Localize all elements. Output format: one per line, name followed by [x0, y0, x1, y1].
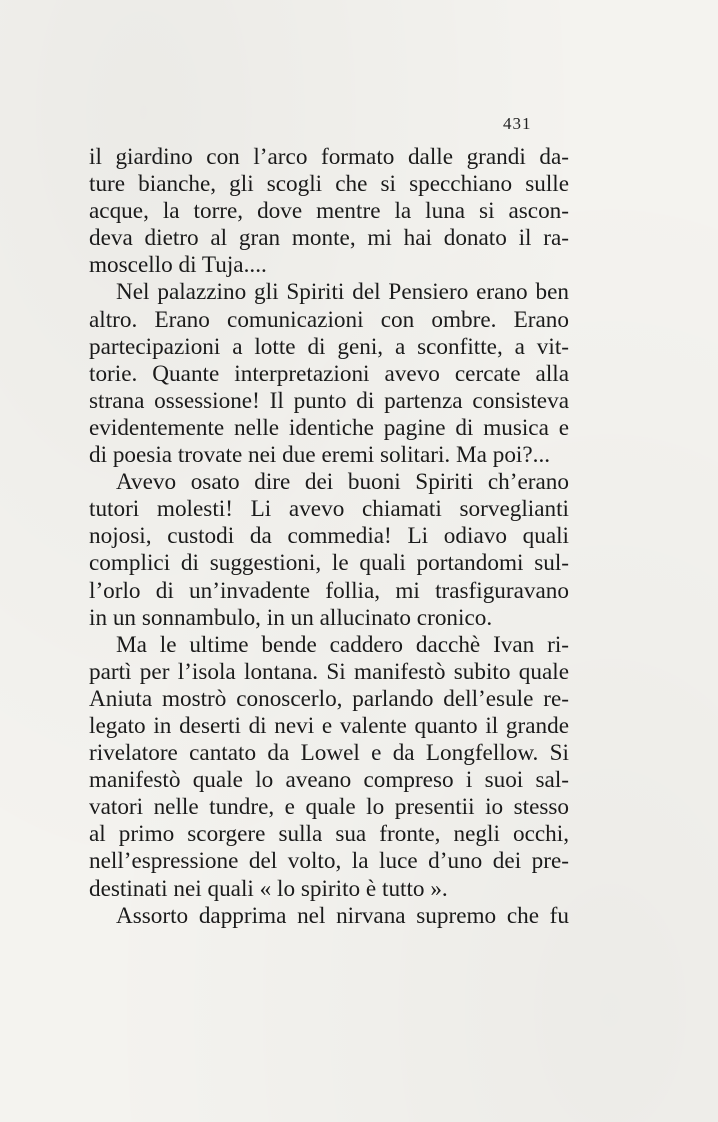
text-line: vatori nelle tundre, e quale lo presentii io stesso	[89, 794, 569, 821]
body-text	[89, 144, 569, 930]
text-line: Aniuta mostrò conoscerlo, parlando dell’esule re-	[89, 685, 569, 712]
text-line: acque, la torre, dove mentre la luna si ascon-	[89, 198, 569, 225]
text-line: Avevo osato dire dei buoni Spiriti ch’erano	[116, 469, 569, 496]
text-line: il giardino con l’arco formato dalle grandi da-	[89, 144, 569, 170]
text-line: rivelatore cantato da Lowel e da Longfellow. Si	[89, 740, 569, 767]
text-line: legato in deserti di nevi e valente quanto il grande	[89, 712, 569, 739]
text-line: in un sonnambulo, in un allucinato cronico.	[89, 604, 493, 631]
text-line: partì per l’isola lontana. Si manifestò subito quale	[89, 658, 569, 685]
text-line: altro. Erano comunicazioni con ombre. Erano	[89, 306, 569, 333]
text-line: di poesia trovate nei due eremi solitari. Ma poi?...	[89, 442, 551, 469]
text-line: evidentemente nelle identiche pagine di musica e	[89, 414, 569, 441]
text-line: nell’espressione del volto, la luce d’uno dei pre-	[89, 848, 569, 875]
text-line: manifestò quale lo aveano compreso i suoi sal-	[89, 767, 569, 794]
text-line: partecipazioni a lotte di geni, a sconfitte, a vit-	[89, 333, 569, 360]
text-line: complici di suggestioni, le quali portandomi sul-	[89, 550, 569, 577]
text-line: Assorto dapprima nel nirvana supremo che fu	[116, 902, 569, 929]
text-line: strana ossessione! Il punto di partenza consisteva	[89, 387, 569, 414]
text-line: nojosi, custodi da commedia! Li odiavo quali	[89, 523, 569, 550]
text-line: deva dietro al gran monte, mi hai donato il ra-	[89, 225, 569, 252]
text-line: Nel palazzino gli Spiriti del Pensiero erano ben	[116, 279, 569, 306]
text-line: moscello di Tuja....	[89, 252, 267, 279]
text-line: Ma le ultime bende caddero dacchè Ivan ri-	[116, 631, 569, 658]
text-line: torie. Quante interpretazioni avevo cercate alla	[89, 360, 569, 387]
page-number: 431	[503, 114, 532, 133]
text-line: ture bianche, gli scogli che si specchiano sulle	[89, 171, 569, 198]
text-line: l’orlo di un’invadente follia, mi trasfiguravano	[89, 577, 569, 604]
text-line: tutori molesti! Li avevo chiamati sorveglianti	[89, 496, 569, 523]
text-line: destinati nei quali « lo spirito è tutto ».	[89, 875, 448, 902]
text-line: al primo scorgere sulla sua fronte, negli occhi,	[89, 821, 569, 848]
